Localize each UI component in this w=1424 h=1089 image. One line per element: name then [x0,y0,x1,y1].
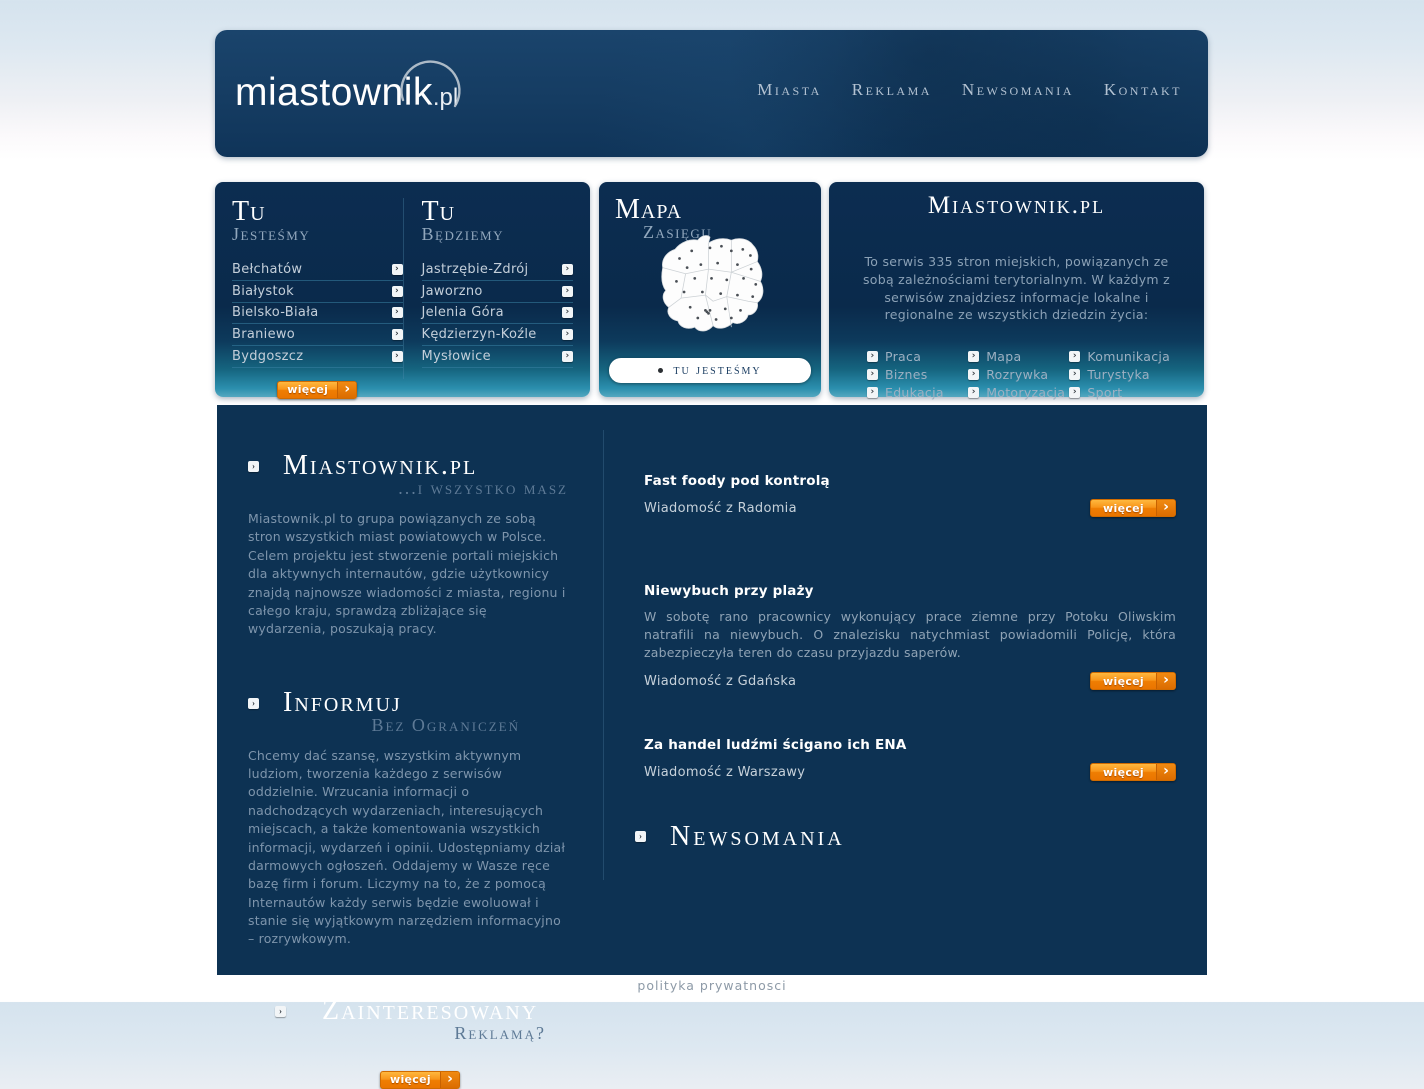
city-label: Jaworzno [421,283,483,299]
poland-map [641,228,779,350]
arrow-square-icon: › [968,387,979,398]
section-title: Miastownik.pl [283,450,478,481]
arrow-square-icon: › [1069,351,1080,362]
category-label: Motoryzacja [986,385,1066,400]
more-button-label: więcej [1103,501,1144,515]
news-more-button[interactable] [1090,763,1176,781]
logo-text: miastownik [235,71,433,114]
main-nav [757,80,1182,100]
arrow-square-icon[interactable]: › [392,286,403,297]
arrow-square-icon[interactable]: › [562,264,573,275]
section-informuj [248,686,568,949]
arrow-square-icon: › [248,461,259,472]
section-title: Zainteresowany [322,994,539,1026]
arrow-square-icon[interactable]: › [392,329,403,340]
logo-arc-icon [391,54,467,124]
category-mapa[interactable] [968,349,1069,364]
section-reklama [248,994,568,1089]
reklama-more-button[interactable] [380,1071,460,1089]
map-box [599,182,821,397]
city-label: Bełchatów [232,261,303,277]
category-label: Sport [1087,385,1123,400]
site-logo[interactable] [235,58,465,128]
city-link[interactable] [232,259,403,281]
category-rozrywka[interactable] [968,367,1069,382]
nav-reklama[interactable]: Reklama [851,80,932,99]
city-link[interactable] [422,281,574,303]
arrow-square-icon[interactable]: › [562,307,573,318]
news-title: Fast foody pod kontrolą [644,473,830,489]
about-box [829,182,1204,400]
city-label: Bydgoszcz [232,349,304,365]
city-link[interactable] [422,346,574,368]
arrow-square-icon[interactable]: › [392,351,403,362]
cities-more-button[interactable] [277,381,357,399]
about-title: Miastownik.pl [927,192,1106,219]
chevron-right-icon: › [1156,764,1175,780]
section-text: Chcemy dać szansę, wszystkim aktywnym ludziom, tworzenia każdego z serwisów oddzielnie. Wrzucania informacji o nadchodzących wydarzeniach, interesujących miejscach, a także komentowania wszystkich informacji, wydarzeń i opinii. Udostępniamy dział darmowych ogłoszeń. Oddajemy w Wasze ręce bazę firm i forum. Liczymy na to, że z pomocą Internautów każdy serwis będzie ewoluował i stanie się wyjątkowym narzędziem informacyjno – rozrywkowym. [248,747,566,947]
section-miastownik [248,452,568,639]
news-text: W sobotę rano pracownicy wykonujący prace ziemne przy Potoku Oliwskim natrafili na niewybuch. O znalezisku natychmiast powiadomili Policję, która zabezpieczyła teren do czasu przyjazdu saperów. [644,609,1176,660]
news-item [644,583,1176,690]
city-link[interactable] [232,346,403,368]
city-link[interactable] [232,281,403,303]
news-item [644,473,1176,517]
category-links [849,349,1184,400]
category-label: Mapa [986,349,1022,364]
section-subtitle: Reklamą? [454,1022,546,1043]
arrow-square-icon: › [867,369,878,380]
arrow-square-icon[interactable]: › [562,286,573,297]
more-button-label: więcej [1103,674,1144,688]
arrow-square-icon: › [248,698,259,709]
arrow-square-icon: › [968,369,979,380]
chevron-right-icon: › [1156,673,1175,689]
city-label: Bielsko-Biała [232,305,319,321]
news-title: Za handel ludźmi ścigano ich ENA [644,737,907,753]
city-label: Jelenia Góra [421,305,504,321]
cities-soon-list [422,259,574,368]
arrow-square-icon[interactable]: › [562,329,573,340]
about-description: To serwis 335 stron miejskich, powiązanych ze sobą zależnościami terytorialnym. W każdym z serwisów znajdziesz informacje lokalne i regionalne ze wszystkich dziedzin życia: [862,254,1171,323]
arrow-square-icon: › [635,831,646,842]
cities-here-list [232,259,403,368]
category-label: Komunikacja [1087,349,1171,364]
chevron-right-icon: › [1156,500,1175,516]
nav-kontakt[interactable]: Kontakt [1103,80,1182,99]
category-motoryzacja[interactable] [968,385,1069,400]
city-link[interactable] [232,303,403,325]
category-label: Biznes [885,367,928,382]
city-link[interactable] [422,324,574,346]
city-label: Kędzierzyn-Koźle [421,327,537,343]
chevron-right-icon: › [337,382,356,398]
cities-soon-subtitle: Będziemy [421,224,504,244]
cities-here-subtitle: Jesteśmy [232,224,311,244]
cities-soon-column [403,198,574,383]
arrow-square-icon[interactable]: › [392,264,403,275]
category-edukacja[interactable] [867,385,968,400]
city-label: Mysłowice [421,349,491,365]
category-label: Turystyka [1087,367,1150,382]
category-biznes[interactable] [867,367,968,382]
news-source: Wiadomość z Warszawy [644,764,806,780]
category-label: Rozrywka [986,367,1049,382]
city-label: Braniewo [232,327,296,343]
arrow-square-icon[interactable]: › [562,351,573,362]
news-more-button[interactable] [1090,499,1176,517]
section-title: Informuj [283,686,402,718]
more-button-label: więcej [287,383,329,397]
city-label: Jastrzębie-Zdrój [421,261,529,277]
cities-box [215,182,590,397]
city-link[interactable] [422,259,574,281]
arrow-square-icon: › [275,1006,286,1017]
page-footer [0,975,1424,994]
map-legend [609,358,811,383]
city-link[interactable] [232,324,403,346]
newsomania-title: Newsomania [670,821,845,852]
site-header [215,30,1208,157]
news-item [644,737,1176,781]
section-text: Miastownik.pl to grupa powiązanych ze sobą stron wszystkich miast powiatowych w Polsce. Celem projektu jest stworzenie portali miejskich dla aktywnych internautów, gdzie użytkownicy znajdą najnowsze wiadomości z miasta, regionu i całego kraju, sprawdzą zbliżające się wydarzenia, poszukają pracy. [248,511,566,637]
category-turystyka[interactable] [1069,367,1184,382]
news-source: Wiadomość z Radomia [644,500,797,516]
more-button-label: więcej [390,1073,431,1087]
privacy-policy-link[interactable]: polityka prywatnosci [637,978,787,993]
arrow-square-icon: › [968,351,979,362]
arrow-square-icon: › [867,387,878,398]
newsomania-heading [635,823,1176,851]
column-divider [603,430,604,880]
category-komunikacja[interactable] [1069,349,1184,364]
cities-here-column [232,196,403,397]
map-subtitle: Zasięgu [643,222,713,242]
category-sport[interactable] [1069,385,1184,400]
chevron-right-icon: › [440,1072,459,1088]
category-label: Praca [885,349,922,364]
map-legend-label: tu jesteśmy [673,362,762,378]
news-title: Niewybuch przy plaży [644,583,814,599]
arrow-square-icon: › [1069,387,1080,398]
news-more-button[interactable] [1090,672,1176,690]
city-link[interactable] [422,303,574,325]
section-subtitle: ...i wszystko masz [398,478,568,498]
logo-tld: .pl [432,84,459,111]
nav-newsomania[interactable]: Newsomania [961,80,1074,99]
news-column [639,473,1176,852]
nav-miasta[interactable]: Miasta [757,80,822,99]
cities-soon-title: Tu [421,196,456,227]
arrow-square-icon: › [867,351,878,362]
section-subtitle: Bez Ograniczeń [371,714,520,735]
city-label: Białystok [232,283,294,299]
map-title: Mapa [615,194,683,225]
news-source: Wiadomość z Gdańska [644,673,797,689]
bullet-icon [658,368,663,373]
cities-here-title: Tu [232,196,266,227]
category-praca[interactable] [867,349,968,364]
category-label: Edukacja [885,385,944,400]
more-button-label: więcej [1103,765,1144,779]
arrow-square-icon: › [1069,369,1080,380]
arrow-square-icon[interactable]: › [392,307,403,318]
cities-divider [403,198,404,379]
